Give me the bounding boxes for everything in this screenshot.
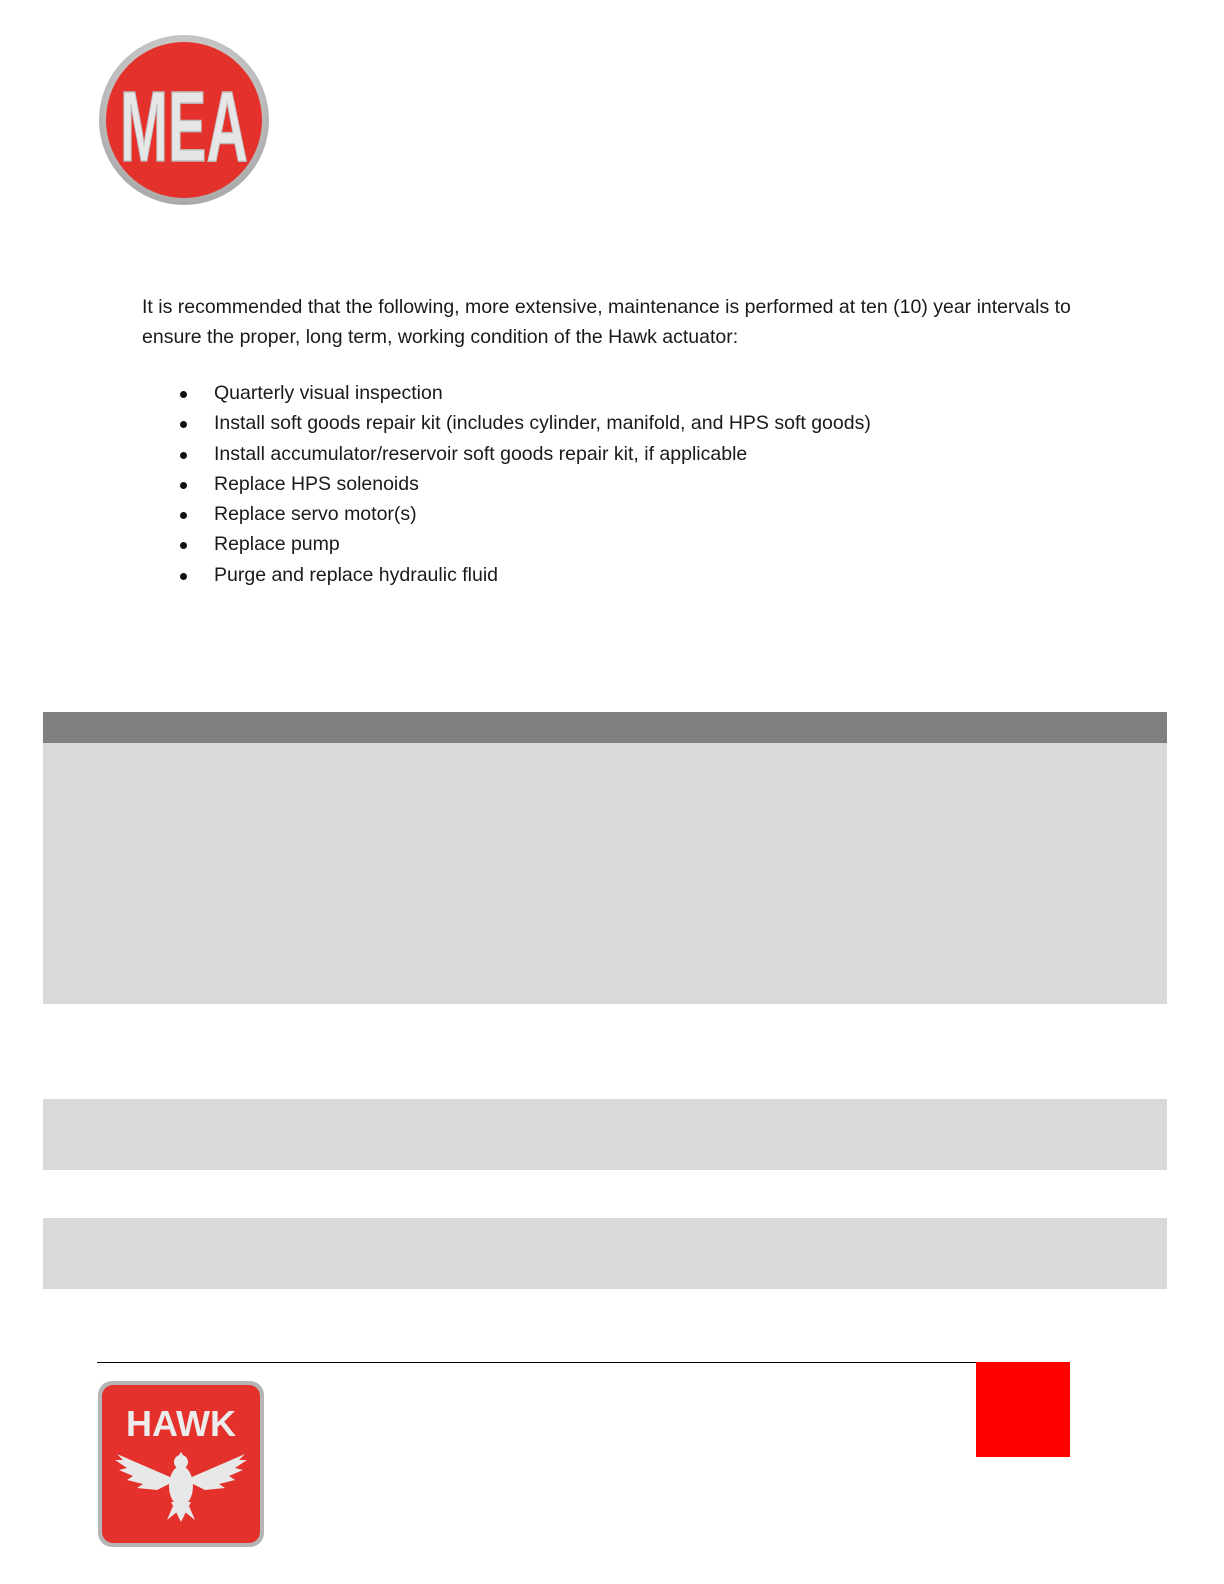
list-item: Replace pump [142,529,1092,559]
bullet-icon [180,542,187,549]
hawk-logo-text: HAWK [126,1403,236,1444]
list-item: Quarterly visual inspection [142,378,1092,408]
bullet-icon [180,391,187,398]
list-item: Replace servo motor(s) [142,499,1092,529]
table-body-band [43,743,1167,1004]
list-item: Purge and replace hydraulic fluid [142,560,1092,590]
footer-red-block [976,1362,1070,1457]
list-item: Install soft goods repair kit (includes cylinder, manifold, and HPS soft goods) [142,408,1092,438]
mea-logo [98,34,270,206]
bullet-icon [180,512,187,519]
intro-paragraph: It is recommended that the following, more extensive, maintenance is performed at ten (10) year intervals to ensure the proper, long term, working condition of the Hawk actuator: [142,296,1071,348]
shaded-band-1 [43,1099,1167,1170]
list-item: Install accumulator/reservoir soft goods repair kit, if applicable [142,439,1092,469]
shaded-band-2 [43,1218,1167,1289]
maintenance-list [142,378,1092,590]
bullet-icon [180,452,187,459]
hawk-logo [97,1380,265,1548]
mea-logo-text: MEA [120,71,248,183]
table-header-band [43,712,1167,743]
list-item: Replace HPS solenoids [142,469,1092,499]
footer-divider [97,1362,977,1363]
bullet-icon [180,421,187,428]
bullet-icon [180,573,187,580]
bullet-icon [180,482,187,489]
